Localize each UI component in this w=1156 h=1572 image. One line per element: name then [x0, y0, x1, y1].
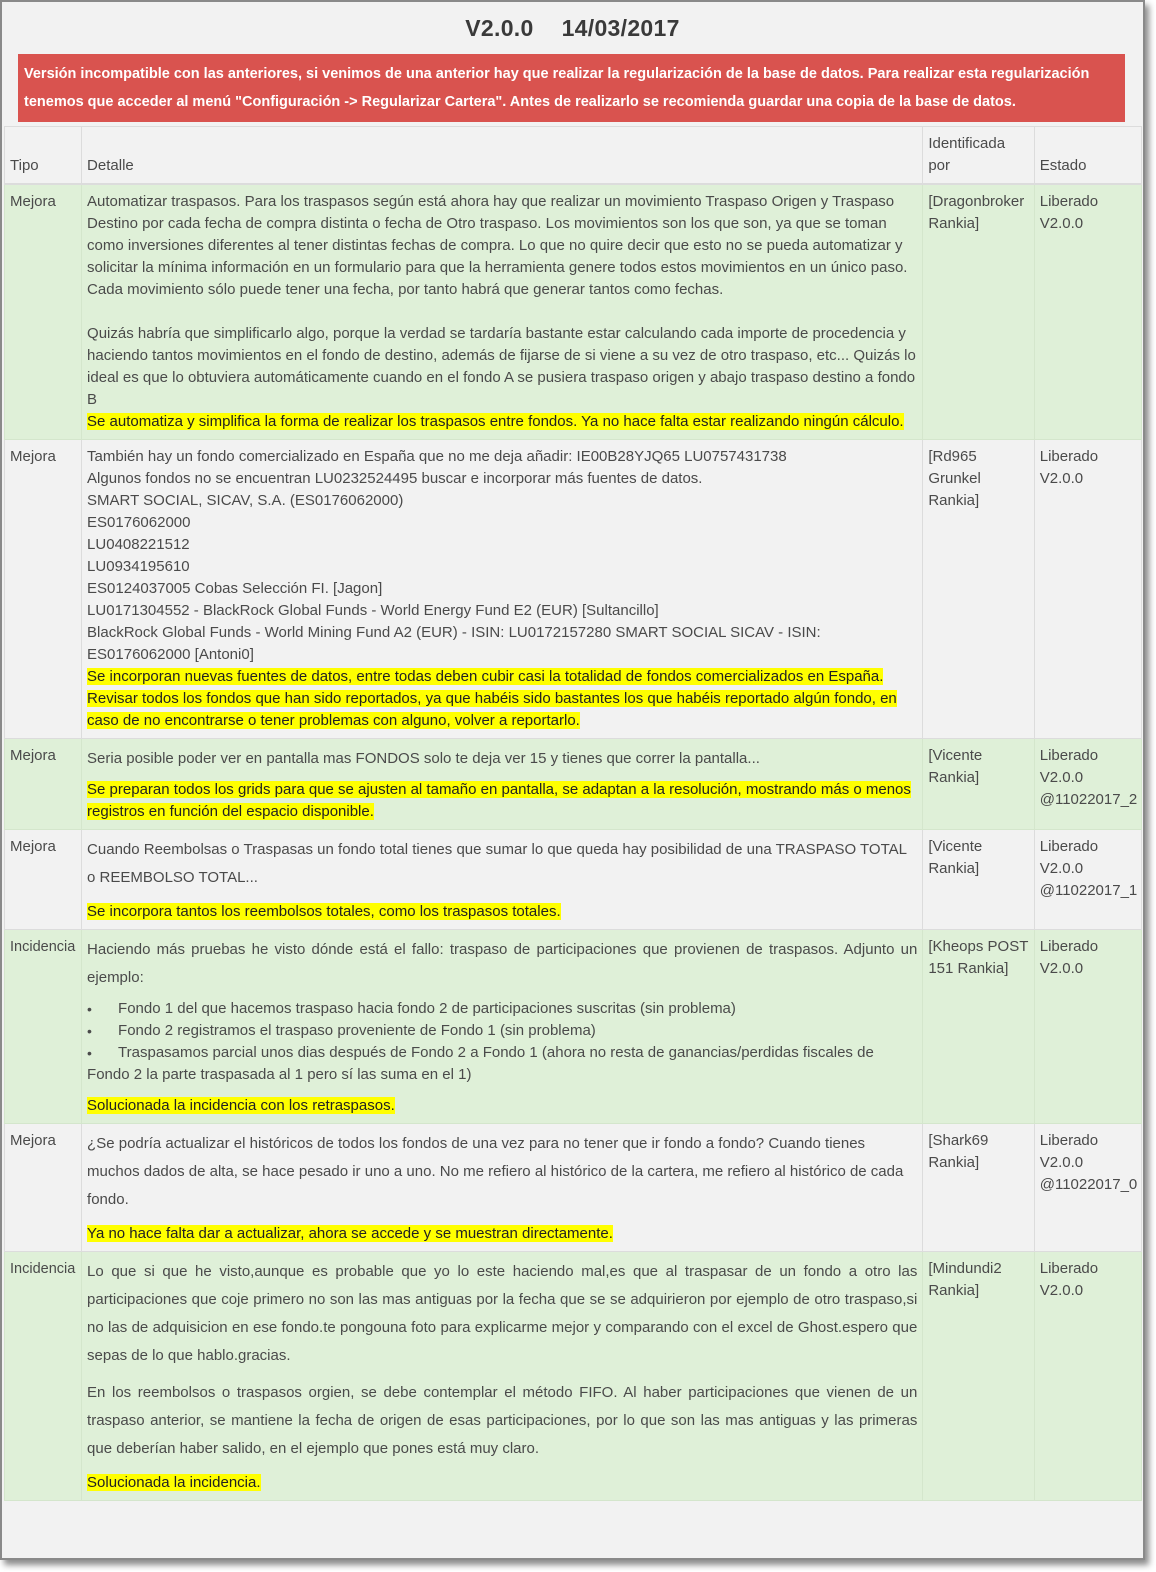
- cell-estado: Liberado V2.0.0: [1034, 1252, 1141, 1501]
- cell-tipo: Mejora: [5, 440, 82, 739]
- cell-tipo: Mejora: [5, 1124, 82, 1252]
- detail-paragraph: ¿Se podría actualizar el históricos de todos los fondos de una vez para no tener que ir fondo a fondo? Cuando tienes muchos dados de alta, se hace pesado ir uno a uno. No me refiero al histórico de la cartera, me refiero al histórico de cada fondo.: [87, 1135, 904, 1208]
- column-header-identificada: Identificada por: [923, 127, 1034, 185]
- cell-tipo: Incidencia: [5, 1252, 82, 1501]
- table-header-row: [5, 127, 1142, 185]
- resolution-highlight: Solucionada la incidencia.: [87, 1474, 261, 1491]
- detail-paragraph: Automatizar traspasos. Para los traspasos según está ahora hay que realizar un movimiento Traspaso Origen y Traspaso Destino por cada fecha de compra distinta o fecha de Otro traspaso. Los movimientos son los que son, ya que se toman como inversiones diferentes al tener distintas fechas de compra. Lo que no quire decir que esto no se pueda automatizar y solicitar la mínima información en un formulario para que la herramienta genere todos estos movimientos en un único paso. Cada movimiento sólo puede tener una fecha, por tanto habrá que generar tantos como fechas.: [87, 193, 908, 298]
- detail-line: ES0124037005 Cobas Selección FI. [Jagon]: [87, 580, 383, 597]
- detail-line: También hay un fondo comercializado en España que no me deja añadir: IE00B28YJQ65 LU0757431738: [87, 448, 787, 465]
- cell-identificada: [Rd965 Grunkel Rankia]: [923, 440, 1034, 739]
- cell-estado: Liberado V2.0.0: [1034, 930, 1141, 1124]
- detail-paragraph: En los reembolsos o traspasos orgien, se debe contemplar el método FIFO. Al haber participaciones que vienen de un traspaso anterior, se mantiene la fecha de origen de esas participaciones, por lo que son las mas antiguas y las primeras que deberían haber salido, en el ejemplo que pones está muy claro.: [87, 1384, 918, 1457]
- cell-detalle: [82, 830, 923, 930]
- cell-estado: Liberado V2.0.0: [1034, 184, 1141, 440]
- resolution-highlight: Se incorpora tantos los reembolsos totales, como los traspasos totales.: [87, 903, 561, 920]
- cell-tipo: Incidencia: [5, 930, 82, 1124]
- cell-identificada: [Vicente Rankia]: [923, 739, 1034, 830]
- detail-line: LU0408221512: [87, 536, 190, 553]
- resolution-highlight: Solucionada la incidencia con los retraspasos.: [87, 1097, 395, 1114]
- list-continuation: Fondo 2 la parte traspasada al 1 pero sí las suma en el 1): [87, 1066, 472, 1083]
- detail-line: LU0171304552 - BlackRock Global Funds - World Energy Fund E2 (EUR) [Sultancillo]: [87, 602, 659, 619]
- detail-line: SMART SOCIAL, SICAV, S.A. (ES0176062000): [87, 492, 404, 509]
- cell-estado: Liberado V2.0.0 @11022017_0: [1034, 1124, 1141, 1252]
- incompatibility-alert: Versión incompatible con las anteriores, si venimos de una anterior hay que realizar la regularización de la base de datos. Para realizar esta regularización tenemos que acceder al menú "Configuración -> Regularizar Cartera". Antes de realizarlo se recomienda guardar una copia de la base de datos.: [18, 54, 1125, 122]
- cell-estado: Liberado V2.0.0: [1034, 440, 1141, 739]
- cell-identificada: [Kheops POST 151 Rankia]: [923, 930, 1034, 1124]
- cell-detalle: [82, 1252, 923, 1501]
- list-item: • Traspasamos parcial unos dias después de Fondo 2 a Fondo 1 (ahora no resta de ganancias/perdidas fiscales de: [87, 1042, 917, 1064]
- resolution-highlight: Se preparan todos los grids para que se ajusten al tamaño en pantalla, se adaptan a la resolución, mostrando más o menos registros en función del espacio disponible.: [87, 781, 911, 820]
- detail-line: BlackRock Global Funds - World Mining Fund A2 (EUR) - ISIN: LU0172157280 SMART SOCIAL SICAV - ISIN: ES0176062000 [Antoni0]: [87, 624, 821, 663]
- page-title: [2, 2, 1143, 52]
- release-date: 14/03/2017: [561, 15, 680, 41]
- detail-paragraph: Haciendo más pruebas he visto dónde está el fallo: traspaso de participaciones que provienen de traspasos. Adjunto un ejemplo:: [87, 941, 918, 986]
- table-row: [5, 930, 1142, 1124]
- detail-line: ES0176062000: [87, 514, 191, 531]
- cell-identificada: [Mindundi2 Rankia]: [923, 1252, 1034, 1501]
- detail-paragraph: Lo que si que he visto,aunque es probable que yo lo este haciendo mal,es que al traspasar de un fondo a otro las participaciones que coje primero no son las mas antiguas por la fecha que se se adquirieron por ejemplo de otro traspaso,si no las de adquisicion en ese fondo.te pongouna foto para explicarme mejor y comparando con el excel de Ghost.espero que sepas de lo que hablo.gracias.: [87, 1263, 918, 1364]
- list-item: • Fondo 2 registramos el traspaso proveniente de Fondo 1 (sin problema): [87, 1020, 917, 1042]
- table-row: [5, 739, 1142, 830]
- cell-detalle: [82, 739, 923, 830]
- column-header-tipo: Tipo: [5, 127, 82, 185]
- resolution-highlight: Se incorporan nuevas fuentes de datos, entre todas deben cubir casi la totalidad de fondos comercializados en España. Revisar todos los fondos que han sido reportados, ya que habéis sido bastantes los que habéis reportado algún fondo, en caso de no encontrarse o tener problemas con alguno, volver a reportarlo.: [87, 668, 897, 729]
- version-label: V2.0.0: [465, 15, 534, 41]
- detail-line: LU0934195610: [87, 558, 190, 575]
- table-row: [5, 1124, 1142, 1252]
- table-row: [5, 830, 1142, 930]
- cell-estado: Liberado V2.0.0 @11022017_2: [1034, 739, 1141, 830]
- table-row: [5, 440, 1142, 739]
- resolution-highlight: Se automatiza y simplifica la forma de realizar los traspasos entre fondos. Ya no hace falta estar realizando ningún cálculo.: [87, 413, 904, 430]
- cell-tipo: Mejora: [5, 830, 82, 930]
- cell-detalle: [82, 930, 923, 1124]
- cell-detalle: [82, 184, 923, 440]
- cell-tipo: Mejora: [5, 739, 82, 830]
- cell-identificada: [Dragonbroker Rankia]: [923, 184, 1034, 440]
- cell-identificada: [Vicente Rankia]: [923, 830, 1034, 930]
- detail-line: Algunos fondos no se encuentran LU0232524495 buscar e incorporar más fuentes de datos.: [87, 470, 703, 487]
- table-row: [5, 1252, 1142, 1501]
- example-list: [87, 998, 917, 1064]
- detail-paragraph: Quizás habría que simplificarlo algo, porque la verdad se tardaría bastante estar calculando cada importe de procedencia y haciendo tantos movimientos en el fondo de destino, además de fijarse de si viene a su vez de otro traspaso, etc... Quizás lo ideal es que lo obtuviera automáticamente cuando en el fondo A se pusiera traspaso origen y abajo traspaso destino a fondo B: [87, 325, 916, 408]
- list-item: • Fondo 1 del que hacemos traspaso hacia fondo 2 de participaciones suscritas (sin problema): [87, 998, 917, 1020]
- table-row: [5, 184, 1142, 440]
- cell-estado: Liberado V2.0.0 @11022017_1: [1034, 830, 1141, 930]
- changelog-table: [4, 126, 1142, 1501]
- cell-detalle: [82, 440, 923, 739]
- cell-identificada: [Shark69 Rankia]: [923, 1124, 1034, 1252]
- detail-paragraph: Cuando Reembolsas o Traspasas un fondo total tienes que sumar lo que queda hay posibilidad de una TRASPASO TOTAL o REEMBOLSO TOTAL...: [87, 841, 907, 886]
- resolution-highlight: Ya no hace falta dar a actualizar, ahora se accede y se muestran directamente.: [87, 1225, 613, 1242]
- detail-paragraph: Seria posible poder ver en pantalla mas FONDOS solo te deja ver 15 y tienes que correr la pantalla...: [87, 750, 760, 767]
- column-header-estado: Estado: [1034, 127, 1141, 185]
- cell-detalle: [82, 1124, 923, 1252]
- cell-tipo: Mejora: [5, 184, 82, 440]
- column-header-detalle: Detalle: [82, 127, 923, 185]
